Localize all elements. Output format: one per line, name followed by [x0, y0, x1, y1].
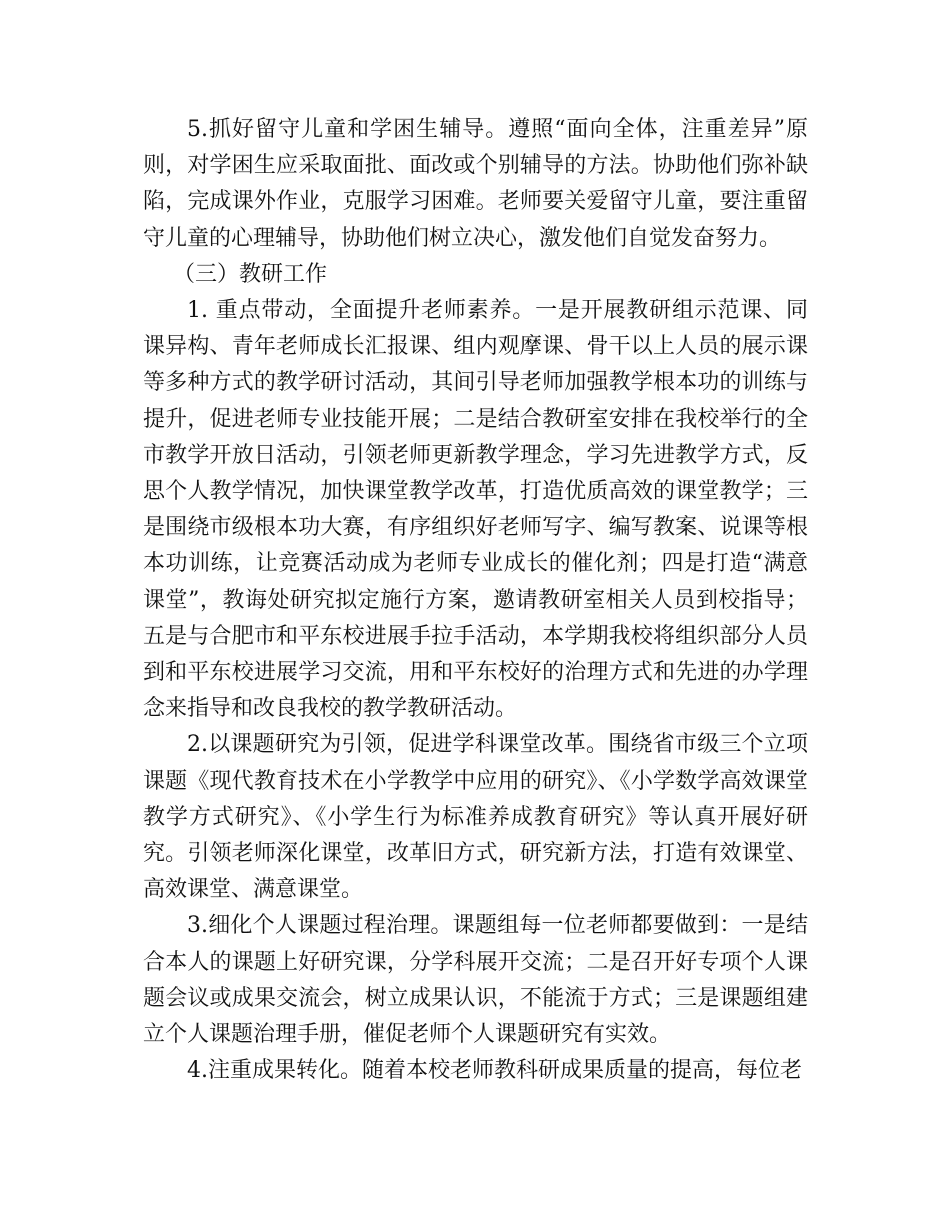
- paragraph-left-behind-children: 5.抓好留守儿童和学困生辅导。遵照“面向全体，注重差异”原则，对学困生应采取面批、面改或个别辅导的方法。协助他们弥补缺陷，完成课外作业，克服学习困难。老师要关爱留守儿童，要注重留守儿童的心理辅导，协助他们树立决心，激发他们自觉发奋努力。: [143, 117, 808, 251]
- paragraph-results-conversion: 4.注重成果转化。随着本校老师教科研成果质量的提高，每位老: [187, 1058, 802, 1084]
- paragraph-topic-process: 3.细化个人课题过程治理。课题组每一位老师都要做到：一是结合本人的课题上好研究课，分学科展开交流；二是召开好专项个人课题会议或成果交流会，树立成果认识，不能流于方式；三是课题组建立个人课题治理手册，催促老师个人课题研究有实效。: [143, 913, 808, 1048]
- paragraph-teacher-quality: 1. 重点带动，全面提升老师素养。一是开展教研组示范课、同课异构、青年老师成长汇报课、组内观摩课、骨干以上人员的展示课等多种方式的教学研讨活动，其间引导老师加强教学根本功的训练与提升，促进老师专业技能开展；二是结合教研室安排在我校举行的全市教学开放日活动，引领老师更新教学理念，学习先进教学方式，反思个人教学情况，加快课堂教学改革，打造优质高效的课堂教学；三是围绕市级根本功大赛，有序组织好老师写字、编写教案、说课等根本功训练，让竞赛活动成为老师专业成长的催化剂；四是打造“满意课堂”，教诲处研究拟定施行方案，邀请教研室相关人员到校指导；五是与合肥市和平东校进展手拉手活动，本学期我校将组织部分人员到和平东校进展学习交流，用和平东校好的治理方式和先进的办学理念来指导和改良我校的教学教研活动。: [143, 298, 808, 722]
- document-body: [143, 112, 808, 1089]
- section-heading-teaching-research: （三）教研工作: [173, 261, 328, 287]
- paragraph-topic-research: 2.以课题研究为引领，促进学科课堂改革。围绕省市级三个立项课题《现代教育技术在小学教学中应用的研究》、《小学数学高效课堂教学方式研究》、《小学生行为标准养成教育研究》等认真开展好研究。引领老师深化课堂，改革旧方式，研究新方法，打造有效课堂、高效课堂、满意课堂。: [143, 732, 808, 903]
